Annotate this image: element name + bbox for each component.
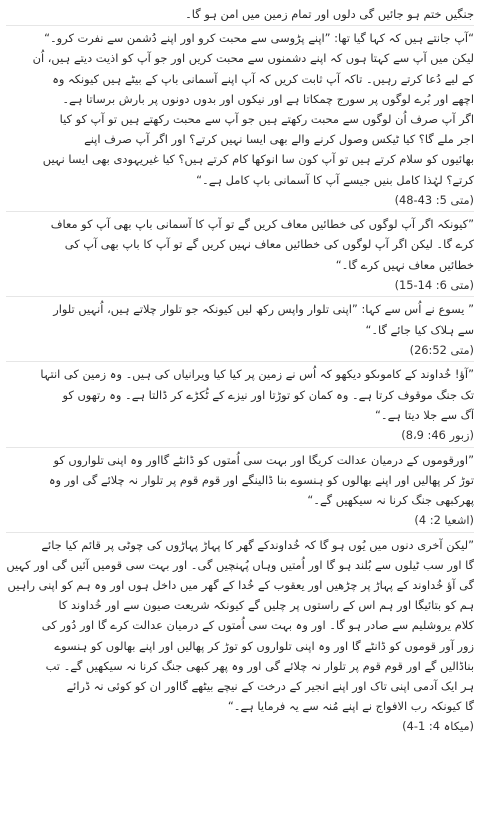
scripture-reference: (میکاہ 4: 1-4)	[402, 719, 474, 734]
quote-matthew-5	[6, 28, 474, 190]
divider	[6, 532, 474, 533]
scripture-reference: (متی 6: 14-15)	[394, 277, 474, 292]
text-line: کرے گا۔ لیکن اگر آپ لوگوں کی خطائیں معاف نہیں کریں گے تو آپ کا باپ بھی آپ کی	[64, 237, 474, 252]
text-line: ہم کو بتائیگا اور ہم اس کے راستوں پر چلیں گے کیونکہ شریعت صیون سے اور خُداوند کا	[58, 598, 474, 613]
text-line: ”اورقوموں کے درمیان عدالت کریگا اور بہت سی اُمتوں کو ڈانٹے گااور وہ اپنی تلواروں کو	[53, 452, 474, 467]
text-line: اگر آپ صرف اُن لوگوں سے محبت رکھتے ہیں جو آپ سے محبت رکھتے ہیں تو آپ کو کیا	[59, 111, 474, 126]
text-line: بھائیوں کو سلام کرتے ہیں تو آپ کون سا انوکھا کام کرتے ہیں؟ کیا غیریہودی بھی ایسا نہیں	[42, 152, 474, 167]
divider	[6, 211, 474, 212]
text-line: بناڈالیں گے اور قوم قوم پر تلوار نہ چلائے گی اور وہ پھر کبھی جنگ کرنا نہ سیکھیں گے۔ تب	[45, 658, 474, 673]
text-line: کلام یروشلیم سے صادر ہو گا۔ اور وہ بہت سی اُمتوں کے درمیان عدالت کرے گا اور دُور کی	[41, 618, 474, 633]
text-line: اچھے اور بُرے لوگوں پر سورج چمکاتا ہے اور نیکوں اور بدوں دونوں پر بارش برساتا ہے۔	[62, 91, 474, 106]
quote-isaiah-2	[6, 450, 474, 511]
text-line: گا کیونکہ رب الافواج نے اپنے مُنہ سے یہ فرمایا ہے۔“	[227, 699, 474, 714]
text-line: توڑ کر پھالیں اور اپنے بھالوں کو ہنسوے بنا ڈالینگے اور قوم قوم پر تلوار نہ چلائے گی اور وہ	[48, 472, 474, 487]
text-line: ”کیونکہ اگر آپ لوگوں کی خطائیں معاف کریں گے تو آپ کا آسمانی باپ بھی آپ کو معاف	[50, 217, 474, 232]
text-line: گا اور سب ٹیلوں سے بُلند ہو گا اور اُمتیں وہاں پُہنچیں گی۔ اور بہت سی قومیں آئیں گی اور کہیں	[6, 557, 474, 572]
quote-matthew-6	[6, 214, 474, 275]
text-line: اجر ملے گا؟ کیا ٹیکس وصول کرنے والے بھی ایسا نہیں کرتے؟ اور اگر آپ صرف اپنے	[84, 132, 474, 147]
divider	[6, 361, 474, 362]
text-line: خطائیں معاف نہیں کرے گا۔“	[335, 257, 474, 272]
text-line: پھرکبھی جنگ کرنا نہ سیکھیں گے۔“	[307, 492, 474, 507]
scripture-reference: (متی 26:52)	[409, 342, 474, 357]
text-line: ”لیکن آخری دنوں میں یُوں ہو گا کہ خُداوندکے گھر کا پہاڑ پہاڑوں کی چوٹی پر قائم کیا جائے	[41, 537, 474, 552]
text-line: گی آؤ خُداوند کے پہاڑ پر چڑھیں اور یعقوب کے خُدا کے گھر میں داخل ہوں اور وہ ہم کو اپنی راہیں	[7, 578, 474, 593]
text-line: لیکن میں آپ سے کہتا ہوں کہ اپنے دشمنوں سے محبت کریں اور جو آپ کو اذیت دیتے ہیں، اُن	[32, 51, 474, 66]
divider	[6, 447, 474, 448]
text-line: زور آور قوموں کو ڈانٹے گا اور وہ اپنی تلواروں کو توڑ کر پھالیں اور اپنے بھالوں کو ہنسوے	[54, 638, 474, 653]
scripture-reference: (زبور 46: 8،9)	[401, 427, 474, 442]
text-line: تک جنگ موقوف کرتا ہے۔ وہ کمان کو توڑتا اور نیزے کے ٹُکڑے کر ڈالتا ہے۔ وہ رتھوں کو	[62, 387, 474, 402]
text-line: “آپ جانتے ہیں کہ کہا گیا تھا: ”اپنے پڑوسی سے محبت کرو اور اپنے دُشمن سے نفرت کرو۔“	[44, 31, 474, 46]
text-line: جنگیں ختم ہو جائیں گی دلوں اور تمام زمین میں امن ہو گا۔	[185, 7, 474, 21]
text-line: کے لیے دُعا کرتے رہیں۔ تاکہ آپ ثابت کریں کہ آپ اپنے آسمانی باپ کے بیٹے ہیں کیونکہ وہ	[52, 71, 474, 86]
text-line: کرتے؟ لہٰذا کامل بنیں جیسے آپ کا آسمانی باپ کامل ہے۔“	[196, 172, 474, 187]
quote-micah-4	[6, 535, 474, 717]
divider	[6, 25, 474, 26]
text-line: ” یسوع نے اُس سے کہا: ”اپنی تلوار واپس رکھ لیں کیونکہ جو تلوار چلاتے ہیں، اُنہیں تلوار	[53, 302, 474, 317]
text-line: آگ سے جلا دیتا ہے۔“	[375, 407, 474, 422]
text-line: ”آؤ! خُداوند کے کاموںکو دیکھو کہ اُس نے زمین پر کیا کیا ویرانیاں کی ہیں۔ وہ زمین کی انتہا	[40, 367, 474, 382]
scripture-reference: (متی 5: 43-48)	[394, 192, 474, 207]
intro-paragraph	[6, 4, 474, 24]
divider	[6, 296, 474, 297]
quote-matthew-26	[6, 299, 474, 339]
quote-psalm-46	[6, 364, 474, 425]
scripture-reference: (اشعیا 2: 4)	[414, 513, 474, 528]
text-line: ہر ایک آدمی اپنی تاک اور اپنے انجیر کے درخت کے نیچے بیٹھے گااور ان کو کوئی نہ ڈرائے	[66, 679, 474, 694]
text-line: سے ہلاک کیا جائے گا۔“	[365, 322, 474, 337]
